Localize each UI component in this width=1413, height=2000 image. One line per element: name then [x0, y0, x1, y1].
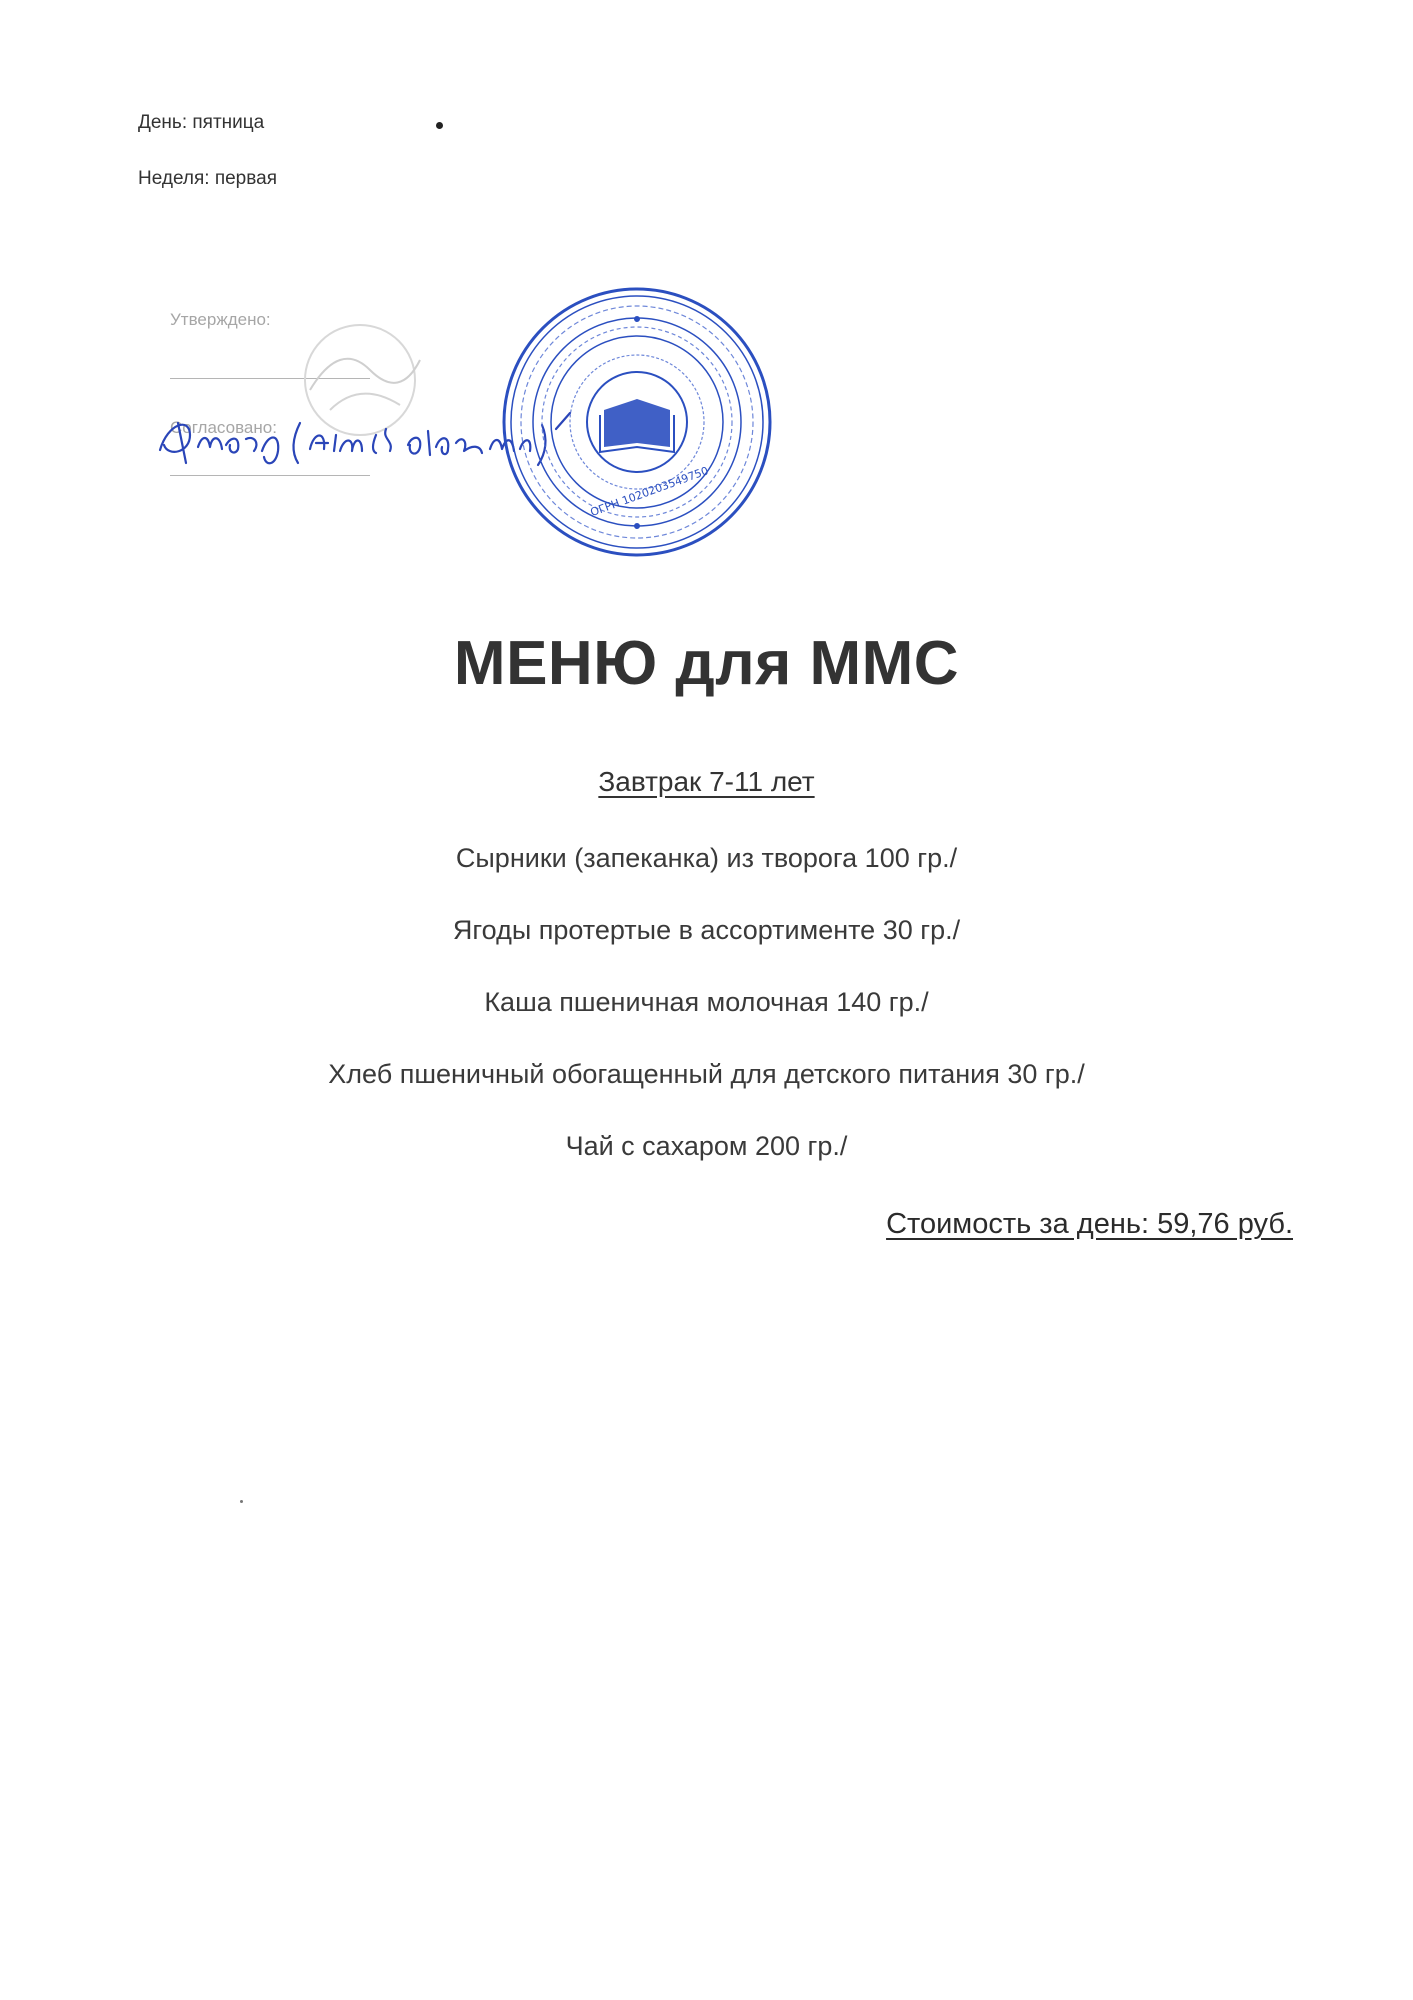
- agreed-label: Согласовано:: [170, 418, 277, 437]
- scan-speck: [436, 122, 443, 129]
- menu-item: Ягоды протертые в ассортименте 30 гр./: [452, 915, 961, 945]
- menu-items-list: [0, 838, 1413, 1198]
- approved-label: Утверждено:: [170, 310, 271, 329]
- seal-ogrn-text: ОГРН 1020203549750: [588, 464, 711, 520]
- menu-item: Каша пшеничная молочная 140 гр./: [484, 987, 929, 1017]
- page-title: МЕНЮ для ММС: [453, 629, 960, 698]
- meal-section-heading: Завтрак 7-11 лет: [598, 766, 815, 797]
- menu-item: Чай с сахаром 200 гр./: [565, 1131, 848, 1161]
- menu-item: Хлеб пшеничный обогащенный для детского питания 30 гр./: [328, 1059, 1085, 1089]
- day-label: День: пятница: [138, 112, 265, 133]
- week-label: Неделя: первая: [138, 168, 277, 189]
- official-seal: [500, 285, 775, 560]
- agreed-signature-line: [170, 475, 370, 476]
- menu-item: Сырники (запеканка) из творога 100 гр./: [455, 843, 958, 873]
- daily-price: Стоимость за день: 59,76 руб.: [886, 1208, 1293, 1240]
- scan-speck: [240, 1500, 243, 1503]
